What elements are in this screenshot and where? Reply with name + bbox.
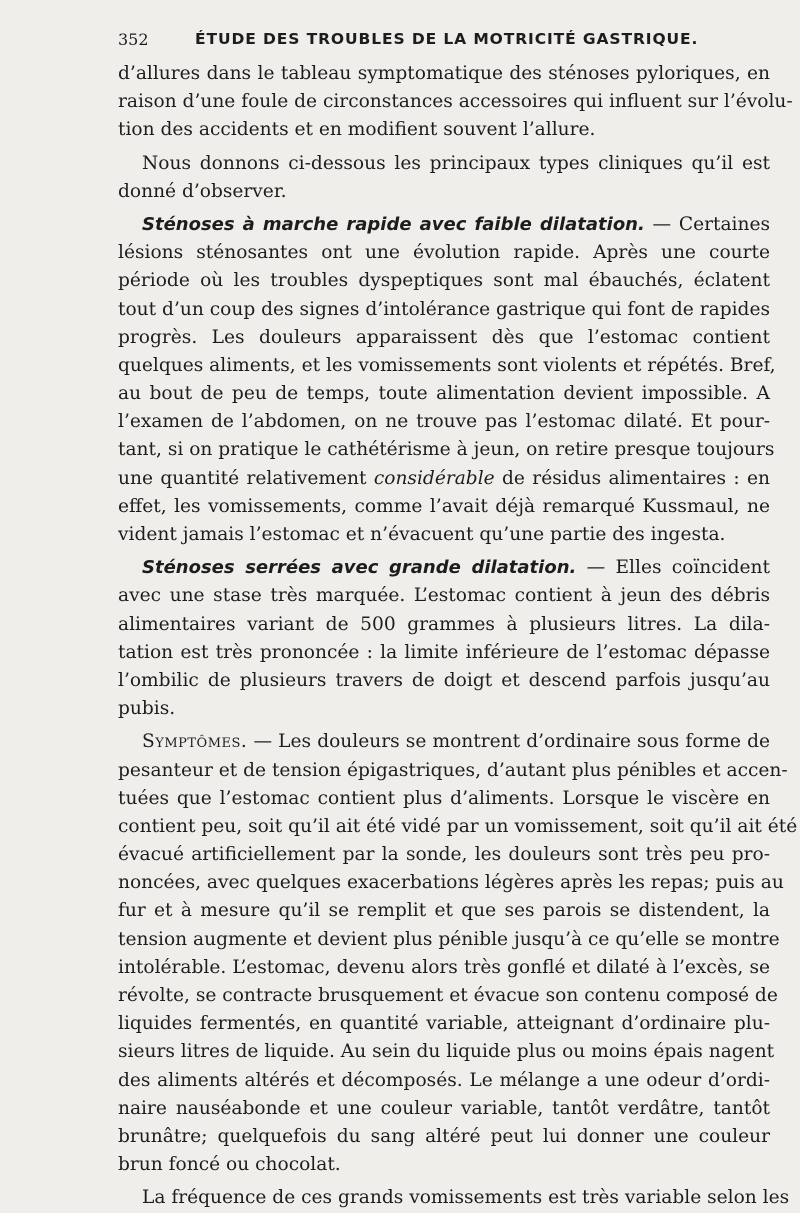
line-text: contient peu, soit qu’il ait été vidé par un vomissement, soit qu’il ait été [118,815,798,837]
text-line [118,728,770,756]
text-line [118,1038,775,1066]
text-line [118,436,775,464]
line-text: pubis. [118,698,176,720]
text-line [118,639,770,667]
text-line [118,813,798,841]
text-line [118,926,780,954]
text-line [118,554,770,582]
section-label: Symptômes. [142,731,248,753]
running-title: ÉTUDE DES TROUBLES DE LA MOTRICITÉ GASTRIQUE. [195,30,699,48]
line-text: noncées, avec quelques exacerbations légères après les repas; puis au [118,872,784,894]
text-line [118,1010,770,1038]
line-text: — Elles coïncident [576,557,770,579]
text-line [118,493,770,521]
text-line [118,695,770,723]
line-text: — Certaines [644,213,770,235]
text-line [118,116,770,144]
text-line [118,60,770,88]
line-text: période où les troubles dyspeptiques sont mal ébauchés, éclatent [118,270,770,292]
line-text: alimentaires variant de 500 grammes à plusieurs litres. La dila- [118,613,770,635]
line-text: l’ombilic de plusieurs travers de doigt et descend parfois jusqu’au [118,669,770,691]
body-text [118,60,798,1213]
line-text: tation est très prononcée : la limite inférieure de l’estomac dépasse [118,641,770,663]
line-text: révolte, se contracte brusquement et évacue son contenu composé de [118,985,778,1006]
text-line [118,1184,790,1212]
line-text: tion des accidents et en modifient souvent l’allure. [118,119,596,141]
page-number: 352 [118,30,149,49]
text-line [118,1095,770,1123]
text-line [118,380,770,408]
line-text: pesanteur et de tension épigastriques, d’autant plus pénibles et accen- [118,759,788,781]
line-text: raison d’une foule de circonstances accessoires qui influent sur l’évolu- [118,91,793,113]
line-text: naire nauséabonde et une couleur variable, tantôt verdâtre, tantôt [118,1097,770,1119]
line-text: Nous donnons ci-dessous les principaux types cliniques qu’il est [142,152,770,174]
text-line [118,352,776,380]
text-line [118,211,770,239]
line-text: tension augmente et devient plus pénible jusqu’à ce qu’elle se montre [118,928,780,950]
text-line [118,841,770,869]
line-text: donné d’observer. [118,180,287,202]
line-text: au bout de peu de temps, toute alimentation devient impossible. A [118,383,770,405]
line-text: progrès. Les douleurs apparaissent dès que l’estomac contient [118,326,770,348]
line-text: l’examen de l’abdomen, on ne trouve pas l’estomac dilaté. Et pour- [118,411,770,433]
text-line [118,785,770,813]
text-line [118,757,788,785]
line-text: avec une stase très marquée. L’estomac contient à jeun des débris [118,585,770,607]
text-line [118,1151,770,1179]
line-text: d’allures dans le tableau symptomatique des sténoses pyloriques, en [118,63,770,84]
line-text: brunâtre; quelquefois du sang altéré peut lui donner une couleur [118,1125,770,1147]
line-text: lésions sténosantes ont une évolution rapide. Après une courte [118,242,770,264]
line-text: brun foncé ou chocolat. [118,1154,341,1176]
line-text: — Les douleurs se montrent d’ordinaire sous forme de [247,731,770,753]
text-line [118,178,770,206]
line-text: sieurs litres de liquide. Au sein du liquide plus ou moins épais nagent [118,1041,775,1063]
line-text: vident jamais l’estomac et n’évacuent qu’une partie des ingesta. [118,524,726,545]
text-line [118,982,778,1010]
line-text: intolérable. L’estomac, devenu alors très gonflé et dilaté à l’excès, se [118,956,770,978]
line-text: liquides fermentés, en quantité variable, atteignant d’ordinaire plu- [118,1013,770,1035]
section-heading: Sténoses serrées avec grande dilatation. [142,557,577,579]
line-text: une quantité relativement [118,467,374,489]
text-line [118,465,770,493]
text-line [118,869,784,897]
text-line [118,954,770,982]
line-text: tant, si on pratique le cathétérisme à jeun, on retire presque toujours [118,439,775,461]
line-text: fur et à mesure qu’il se remplit et que ses parois se distendent, la [118,900,770,922]
line-text: tuées que l’estomac contient plus d’aliments. Lorsque le viscère en [118,787,770,809]
section-heading: Sténoses à marche rapide avec faible dilatation. [142,213,645,235]
line-text: effet, les vomissements, comme l’avait déjà remarqué Kussmaul, ne [118,495,770,517]
line-text: quelques aliments, et les vomissements sont violents et répétés. Bref, [118,354,776,376]
text-line [118,150,770,178]
text-line [118,611,770,639]
line-text: évacué artificiellement par la sonde, les douleurs sont très peu pro- [118,844,770,866]
emphasis-text: considérable [373,467,495,489]
text-line [118,897,770,925]
line-text: des aliments altérés et décomposés. Le mélange a une odeur d’ordi- [118,1069,770,1091]
line-text: La fréquence de ces grands vomissements est très variable selon les [142,1187,790,1209]
line-text: de résidus alimentaires : en [494,467,771,489]
text-line [118,582,770,610]
text-line [118,296,770,324]
text-line [118,521,770,549]
text-line [118,239,770,267]
line-text: tout d’un coup des signes d’intolérance gastrique qui font de rapides [118,298,770,320]
text-line [118,88,793,116]
text-line [118,408,770,436]
text-line [118,267,770,295]
text-line [118,1067,770,1095]
text-line [118,667,770,695]
text-line [118,324,770,352]
text-line [118,1123,770,1151]
running-header [118,26,778,52]
